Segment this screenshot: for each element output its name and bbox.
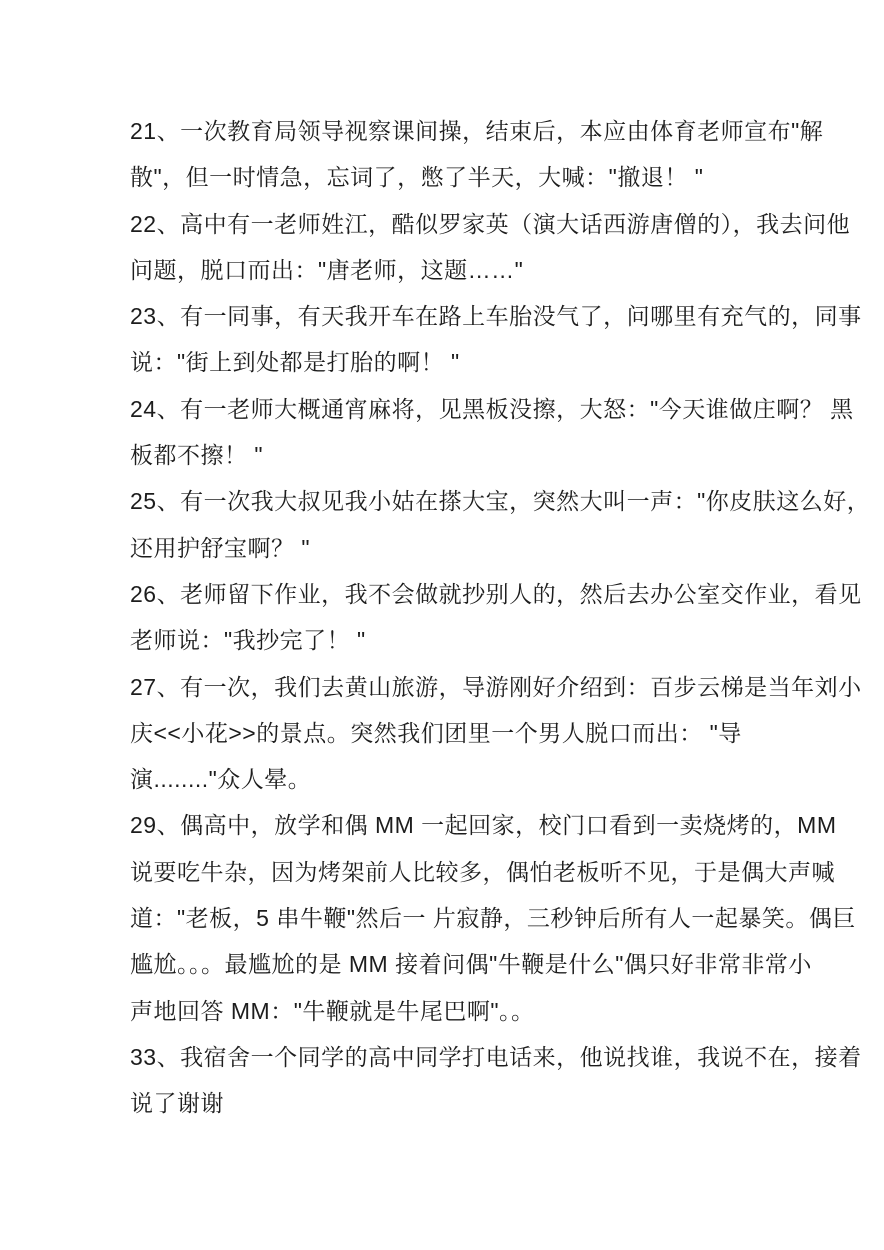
text-line: 说："街上到处都是打胎的啊！ "	[130, 349, 460, 376]
text-line: 24、有一老师大概通宵麻将，见黑板没擦，大怒："今天谁做庄啊？ 黑	[130, 395, 854, 422]
text-line: 25、有一次我大叔见我小姑在搽大宝，突然大叫一声："你皮肤这么好，	[130, 488, 871, 515]
text-line: 老师说："我抄完了！ "	[130, 627, 366, 654]
joke-paragraph-27	[130, 664, 862, 803]
text-line: 29、偶高中，放学和偶 MM 一起回家，校门口看到一卖烧烤的，MM	[130, 812, 837, 839]
text-line: 道："老板，5 串牛鞭"然后一 片寂静，三秒钟后所有人一起暴笑。偶巨	[130, 905, 856, 932]
text-content	[130, 108, 871, 1127]
joke-paragraph-21	[130, 108, 830, 201]
text-line: 尴尬。。。最尴尬的是 MM 接着问偶"牛鞭是什么"偶只好非常非常小	[130, 951, 812, 978]
joke-paragraph-24	[130, 386, 854, 479]
text-line: 21、一次教育局领导视察课间操，结束后，本应由体育老师宣布"解	[130, 118, 824, 144]
text-line: 演........"众人晕。	[130, 766, 312, 793]
text-line: 声地回答 MM："牛鞭就是牛尾巴啊"。。	[130, 997, 535, 1024]
joke-paragraph-26	[130, 571, 862, 664]
joke-paragraph-33	[130, 1034, 862, 1127]
joke-paragraph-29	[130, 802, 856, 1033]
text-line: 庆<<小花>>的景点。突然我们团里一个男人脱口而出： "导	[130, 719, 742, 746]
text-line: 33、我宿舍一个同学的高中同学打电话来，他说找谁，我说不在，接着	[130, 1043, 862, 1070]
text-line: 说要吃牛杂，因为烤架前人比较多，偶怕老板听不见，于是偶大声喊	[130, 858, 835, 885]
text-line: 22、高中有一老师姓江，酷似罗家英（演大话西游唐僧的），我去问他	[130, 210, 851, 237]
text-line: 23、有一同事，有天我开车在路上车胎没气了，问哪里有充气的，同事	[130, 303, 862, 330]
text-line: 26、老师留下作业，我不会做就抄别人的，然后去办公室交作业，看见	[130, 580, 862, 607]
joke-paragraph-22	[130, 201, 851, 294]
text-line: 问题，脱口而出："唐老师，这题……"	[130, 256, 524, 283]
text-line: 27、有一次，我们去黄山旅游，导游刚好介绍到：百步云梯是当年刘小	[130, 673, 862, 700]
text-line: 说了谢谢	[130, 1090, 224, 1117]
text-line: 还用护舒宝啊？ "	[130, 534, 311, 561]
joke-paragraph-25	[130, 478, 871, 571]
text-line: 散"，但一时情急，忘词了，憋了半天，大喊："撤退！ "	[130, 164, 704, 191]
joke-paragraph-23	[130, 293, 862, 386]
text-line: 板都不擦！ "	[130, 442, 264, 469]
